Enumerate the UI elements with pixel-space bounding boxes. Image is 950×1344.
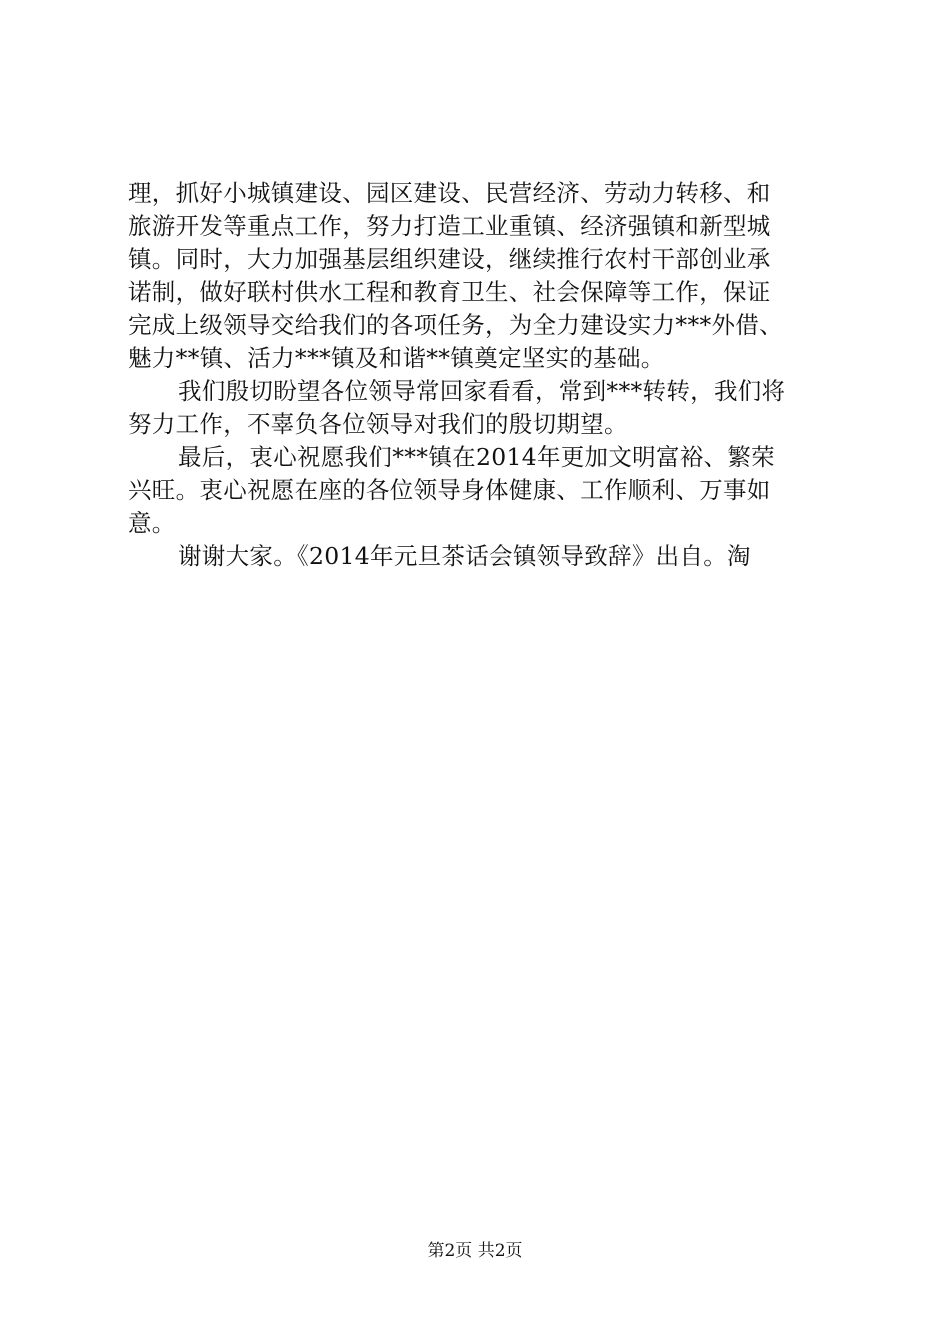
paragraph-1-line-3: 镇。同时，大力加强基层组织建设，继续推行农村干部创业承: [128, 245, 771, 273]
paragraph-1-line-5: 完成上级领导交给我们的各项任务，为全力建设实力***外借、: [128, 311, 783, 339]
paragraph-3-line-3: 意。: [128, 509, 176, 537]
paragraph-1-line-6: 魅力**镇、活力***镇及和谐**镇奠定坚实的基础。: [128, 344, 665, 372]
paragraph-2-line-1: 我们殷切盼望各位领导常回家看看，常到***转转，我们将: [178, 377, 786, 405]
paragraph-1-line-1: 理，抓好小城镇建设、园区建设、民营经济、劳动力转移、和: [128, 179, 771, 207]
paragraph-2-line-2: 努力工作，不辜负各位领导对我们的殷切期望。: [128, 410, 628, 438]
paragraph-3-line-1: 最后，衷心祝愿我们***镇在2014年更加文明富裕、繁荣: [178, 443, 775, 471]
paragraph-3-line-2: 兴旺。衷心祝愿在座的各位领导身体健康、工作顺利、万事如: [128, 476, 771, 504]
page-number-footer: 第2页 共2页: [427, 1241, 523, 1261]
paragraph-1-line-4: 诺制，做好联村供水工程和教育卫生、社会保障等工作，保证: [128, 278, 771, 306]
paragraph-1-line-2: 旅游开发等重点工作，努力打造工业重镇、经济强镇和新型城: [128, 212, 771, 240]
paragraph-4-line-1: 谢谢大家。《2014年元旦茶话会镇领导致辞》出自。淘: [178, 542, 751, 570]
